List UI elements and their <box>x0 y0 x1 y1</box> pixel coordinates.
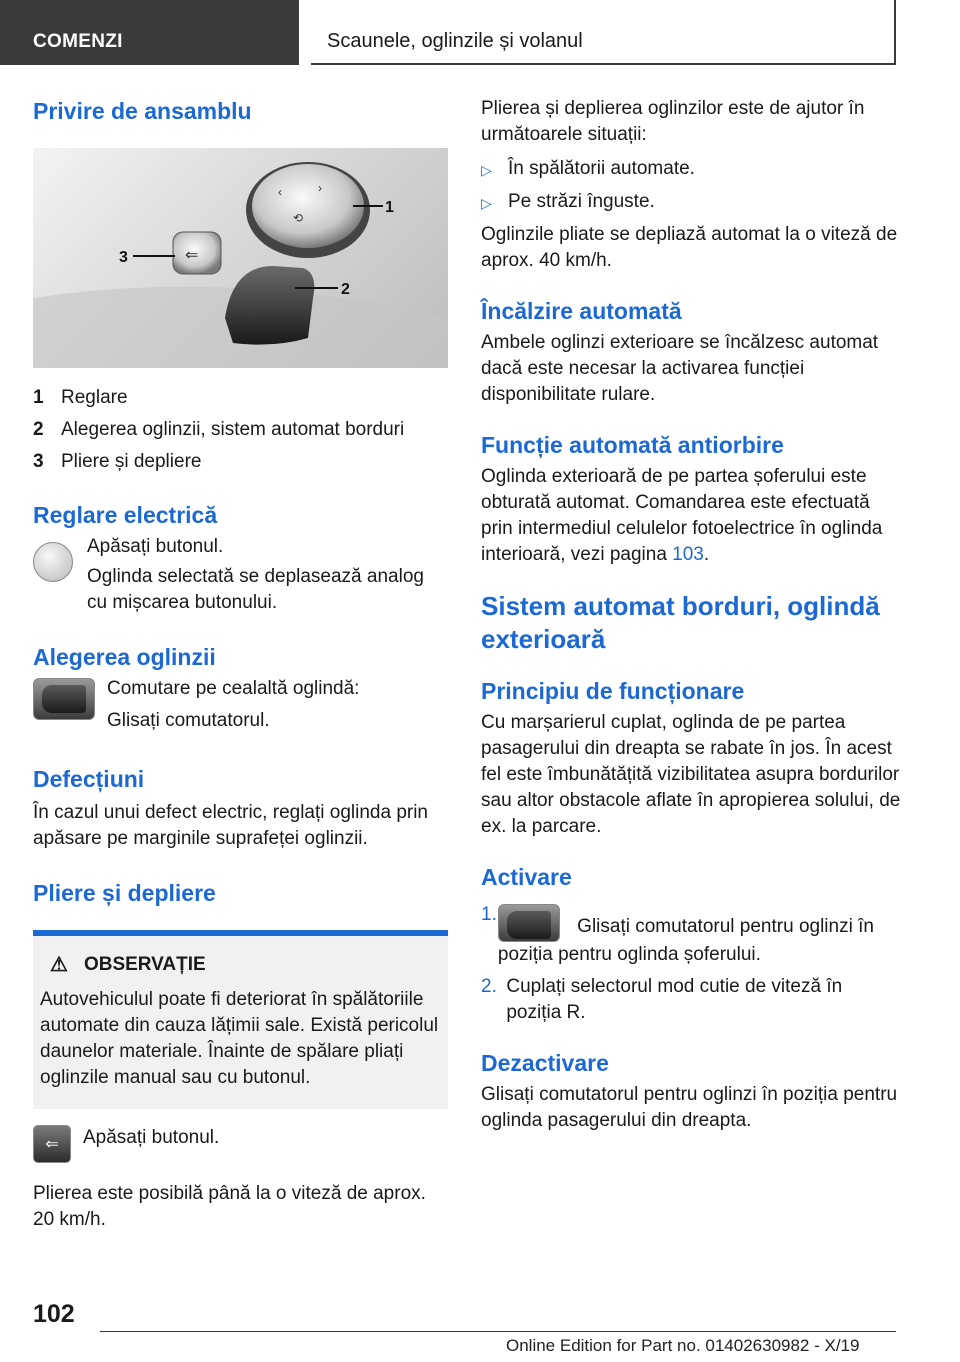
caption-row <box>33 414 448 446</box>
mirror-controls-photo <box>33 148 448 368</box>
photo-label-2: 2 <box>341 281 350 298</box>
heading-principle: Principiu de funcționare <box>481 678 745 704</box>
step-item <box>481 902 901 968</box>
caption-text: Reglare <box>61 387 128 408</box>
photo-label-1: 1 <box>385 199 394 216</box>
heading-curb-mirror: Sistem automat borduri, oglindă exterioară <box>481 591 880 654</box>
mirror-selector-switch-icon <box>498 904 560 942</box>
electric-adjust-row <box>33 534 448 616</box>
caption-number: 3 <box>33 451 44 472</box>
adjust-knob-icon <box>33 542 73 582</box>
heating-text: Ambele oglinzi exterioare se încălzesc automat dacă este necesar la activarea funcției disponibilitate rulare. <box>481 332 879 405</box>
list-item <box>481 189 901 216</box>
heading-fold: Pliere și depliere <box>33 880 216 906</box>
unfold-speed-note: Oglinzile pliate se depliază automat la o viteză de aprox. 40 km/h. <box>481 224 898 271</box>
step-number: 2. <box>481 976 497 997</box>
mirror-selector-switch-icon <box>33 678 95 720</box>
warning-box <box>33 930 448 1109</box>
warning-title <box>50 952 441 977</box>
photo-captions <box>33 382 448 478</box>
electric-step-2: Oglinda selectată se deplasează analog cu mișcarea butonului. <box>87 566 424 613</box>
step-item <box>481 974 901 1026</box>
electric-step-1: Apăsați butonul. <box>87 536 224 557</box>
warning-triangle-icon: ⚠ <box>50 954 68 976</box>
caption-text: Alegerea oglinzii, sistem automat borduri <box>61 419 405 440</box>
choose-step-2: Glisați comutatorul. <box>107 710 270 731</box>
section-tab <box>0 0 299 65</box>
principle-text: Cu marșarierul cuplat, oglinda de pe partea pasagerului din dreapta se rabate în jos. În acest fel este îmbunătățită vizibilitatea asupra bordurilor sau altor obstacole aflate în apropierea solului, de ex. la parcare. <box>481 712 901 837</box>
choose-mirror-row <box>33 676 448 734</box>
page-link[interactable]: 103 <box>672 544 704 565</box>
right-column <box>481 96 901 1134</box>
heading-electric-adjust: Reglare electrică <box>33 502 218 528</box>
photo-label-3: 3 <box>119 249 128 266</box>
edition-text: Online Edition for Part no. 01402630982 - X/19 <box>506 1336 860 1355</box>
fold-intro: Plierea și deplierea oglinzilor este de ajutor în următoarele situații: <box>481 98 865 145</box>
step-number: 1. <box>481 904 497 925</box>
heading-anti-glare: Funcție automată antiorbire <box>481 432 784 458</box>
deactivate-text: Glisați comutatorul pentru oglinzi în poziția pentru oglinda pasagerului din dreapta. <box>481 1084 898 1131</box>
svg-text:⇐: ⇐ <box>185 247 199 264</box>
list-item-text: Pe străzi înguste. <box>508 191 655 212</box>
bullet-triangle-icon: ▷ <box>481 195 492 211</box>
heading-defects: Defecțiuni <box>33 766 145 792</box>
warning-label: OBSERVAȚIE <box>83 953 206 975</box>
step-text: Cuplați selectorul mod cutie de viteză în poziția R. <box>506 976 843 1023</box>
svg-text:⟲: ⟲ <box>293 211 304 225</box>
anti-glare-body: Oglinda exterioară de pe partea șoferului este obturată automat. Comandarea este efectuată prin intermediul celulelor fotoelectrice în oglinda interioară, vezi pagina <box>481 466 883 565</box>
caption-text: Pliere și depliere <box>61 451 202 472</box>
fold-mirror-button-icon: ⇐ <box>33 1125 71 1163</box>
section-title: COMENZI <box>33 31 123 52</box>
svg-text:‹: ‹ <box>278 185 282 199</box>
chapter-title: Scaunele, oglinzile și volanul <box>327 30 583 52</box>
heading-deactivate: Dezactivare <box>481 1050 609 1076</box>
fold-step: Apăsați butonul. <box>83 1127 220 1148</box>
fold-speed-note: Plierea este posibilă până la o viteză de aprox. 20 km/h. <box>33 1183 426 1230</box>
caption-number: 1 <box>33 387 44 408</box>
defects-text: În cazul unui defect electric, reglați oglinda prin apăsare pe marginile suprafeței oglinzii. <box>33 802 429 849</box>
bullet-triangle-icon: ▷ <box>481 162 492 178</box>
step-text: Glisați comutatorul pentru oglinzi în poziția pentru oglinda șoferului. <box>497 916 874 965</box>
warning-text: Autovehiculul poate fi deteriorat în spălătoriile automate din cauza lățimii sale. Există pericolul daunelor materiale. Înainte de spălare pliați oglinzile manual sau cu butonul. <box>40 989 439 1088</box>
caption-number: 2 <box>33 419 44 440</box>
heading-auto-heating: Încălzire automată <box>481 298 682 324</box>
svg-text:›: › <box>318 181 322 195</box>
chapter-tab <box>311 0 896 65</box>
choose-step-1: Comutare pe cealaltă oglindă: <box>107 678 360 699</box>
mirror-controls-illustration <box>33 148 448 368</box>
caption-row <box>33 382 448 414</box>
page-number: 102 <box>33 1300 75 1328</box>
footer-divider <box>100 1331 896 1332</box>
list-item-text: În spălătorii automate. <box>508 158 695 179</box>
heading-overview: Privire de ansamblu <box>33 98 252 124</box>
heading-choose-mirror: Alegerea oglinzii <box>33 644 216 670</box>
list-item <box>481 156 901 183</box>
heading-activate: Activare <box>481 864 572 890</box>
caption-row <box>33 446 448 478</box>
fold-button-row <box>33 1123 448 1163</box>
anti-glare-text: Oglinda exterioară de pe partea șoferului este obturată automat. Comandarea este efectuată prin intermediul celulelor fotoelectrice în oglinda interioară, vezi pagina 103. <box>481 466 883 565</box>
left-column <box>33 96 448 1233</box>
